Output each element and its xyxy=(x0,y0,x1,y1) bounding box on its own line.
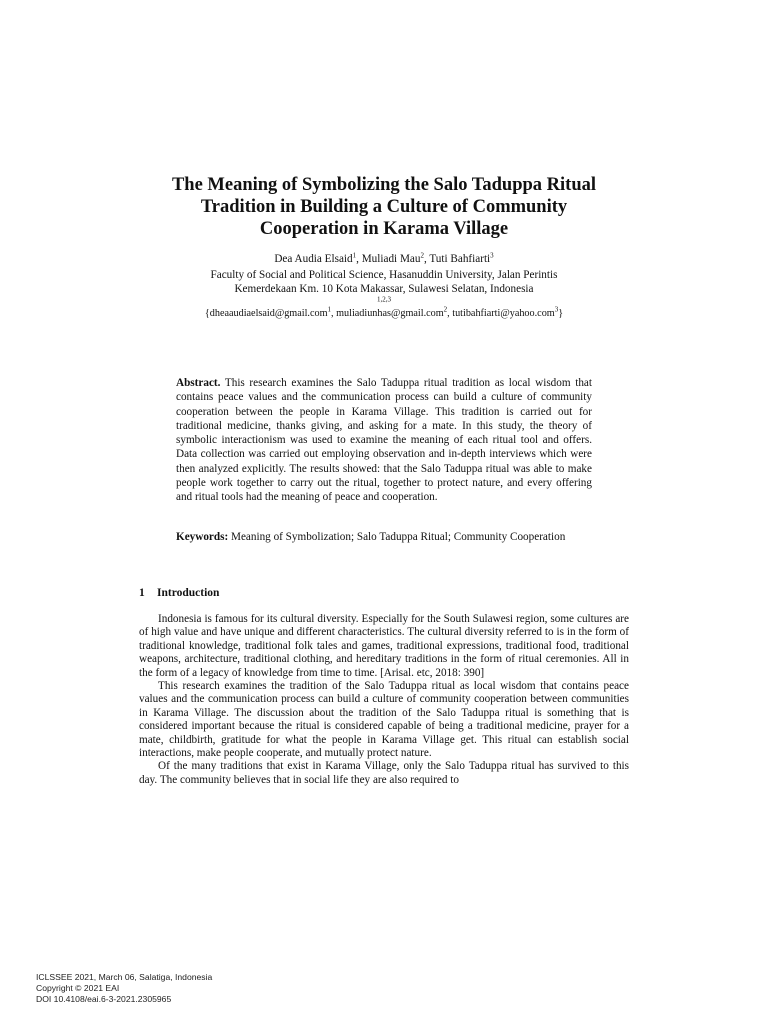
affiliation xyxy=(120,268,648,310)
author-2-affil: 2 xyxy=(420,251,424,260)
paragraph: Of the many traditions that exist in Karama Village, only the Salo Taduppa ritual has survived to this day. The community believes that in social life they are also required to xyxy=(139,760,629,786)
author-3: , Tuti Bahfiarti xyxy=(423,253,491,265)
section-title: Introduction xyxy=(157,587,220,599)
author-emails xyxy=(110,307,658,321)
email-1-sup: 1 xyxy=(327,305,331,314)
email-2: , muliadiunhas@gmail.com xyxy=(331,308,444,319)
abstract-label: Abstract. xyxy=(176,377,221,389)
footer-conference: ICLSSEE 2021, March 06, Salatiga, Indonesia xyxy=(36,972,213,982)
keywords xyxy=(176,530,592,544)
email-close: } xyxy=(558,308,564,319)
abstract-text: This research examines the Salo Taduppa ritual tradition as local wisdom that contains peace values and the communication process can build a culture of community cooperation between the people in Karama Village. This tradition is carried out for traditional medicine, thanks giving, and asking for a mate. In this study, the theory of symbolic interactionism was used to examine the meaning of each ritual tool and offers. Data collection was carried out employing observation and in-depth interviews which were then analyzed explicitly. The results showed: that the Salo Taduppa ritual was able to make people work together to carry out the ritual, together to protect nature, and every offering and ritual tools had the meaning of peace and cooperation. xyxy=(176,377,592,504)
author-list xyxy=(120,252,648,266)
author-3-affil: 3 xyxy=(490,251,494,260)
abstract xyxy=(176,376,592,505)
author-1: Dea Audia Elsaid xyxy=(274,253,353,265)
keywords-text: Meaning of Symbolization; Salo Taduppa Ritual; Community Cooperation xyxy=(228,531,566,543)
page-footer xyxy=(36,972,212,1005)
affiliation-line-2 xyxy=(120,282,648,310)
title-line-1: The Meaning of Symbolizing the Salo Taduppa Ritual xyxy=(171,175,597,195)
email-1: {dheaaudiaelsaid@gmail.com xyxy=(204,308,328,319)
email-2-sup: 2 xyxy=(443,305,448,314)
paper-title xyxy=(120,174,648,240)
title-line-2: Tradition in Building a Culture of Community xyxy=(200,197,568,217)
section-number: 1 xyxy=(139,587,145,599)
affiliation-line-2-text: Kemerdekaan Km. 10 Kota Makassar, Sulawesi Selatan, Indonesia xyxy=(234,283,534,295)
paragraph: Indonesia is famous for its cultural diversity. Especially for the South Sulawesi region, some cultures are of high value and have unique and different characteristics. The cultural diversity referred to is in the form of traditional knowledge, traditional folk tales and games, traditional expressions, traditional food, traditional weapons, architecture, traditional clothing, and hereditary traditions in the form of ritual ceremonies. All in the form of a legacy of knowledge from time to time. [Arisal. etc, 2018: 390] xyxy=(139,613,629,679)
affiliation-sup: 1,2,3 xyxy=(377,295,391,304)
section-heading-introduction xyxy=(139,586,219,600)
email-3: , tutibahfiarti@yahoo.com xyxy=(447,308,555,319)
keywords-label: Keywords: xyxy=(176,531,229,543)
affiliation-line-1: Faculty of Social and Political Science, Hasanuddin University, Jalan Perintis xyxy=(210,269,558,281)
author-2: , Muliadi Mau xyxy=(356,253,421,265)
paragraph: This research examines the tradition of the Salo Taduppa ritual as local wisdom that contains peace values and the communication process can build a culture of community cooperation between communities in Karama Village. The discussion about the tradition of the Salo Taduppa ritual is something that is considered important because the ritual is considered capable of being a traditional medicine, prayer for a mate, childbirth, gratitude for what the people in Karama Village get. This ritual can establish social interactions, make people cooperate, and mutually protect nature. xyxy=(139,680,629,760)
introduction-body xyxy=(139,613,629,787)
author-1-affil: 1 xyxy=(352,251,357,260)
footer-copyright: Copyright © 2021 EAI xyxy=(36,983,120,993)
email-3-sup: 3 xyxy=(554,305,559,314)
title-line-3: Cooperation in Karama Village xyxy=(259,219,509,239)
footer-doi: DOI 10.4108/eai.6-3-2021.2305965 xyxy=(36,994,172,1004)
